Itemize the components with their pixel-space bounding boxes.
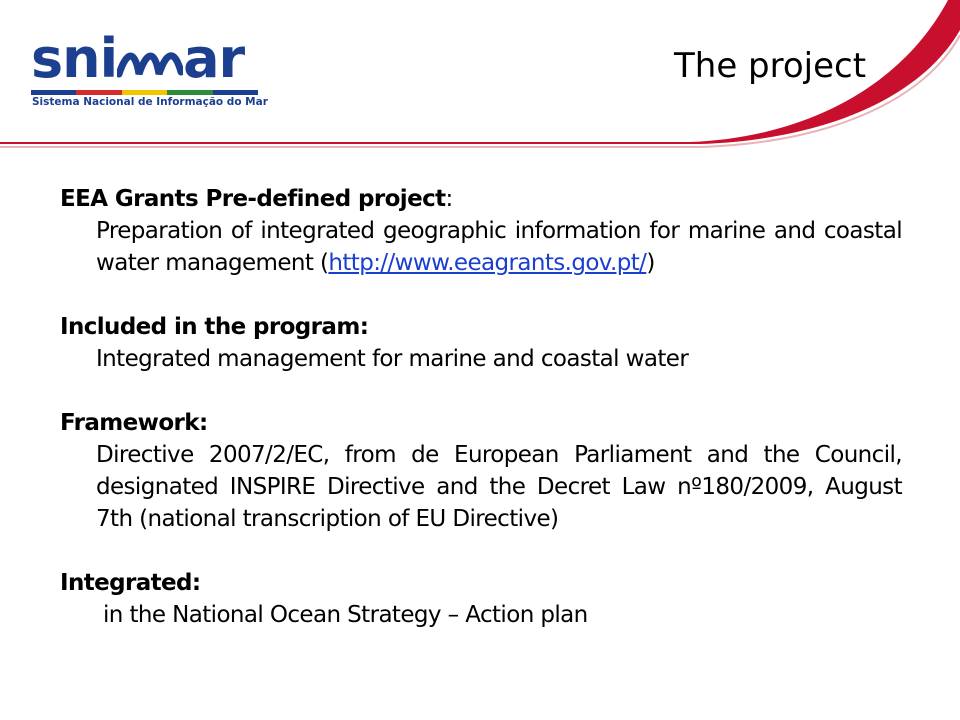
slide-content: [60, 183, 902, 631]
logo-wordmark: [31, 27, 245, 90]
wave-m-icon: [117, 42, 183, 82]
logo-color-rule: [31, 90, 258, 95]
logo-tagline: Sistema Nacional de Informação do Mar: [32, 96, 268, 108]
section-heading-integrated: Integrated:: [60, 570, 201, 596]
section-heading-grants: EEA Grants Pre-defined project:: [60, 186, 453, 212]
section-text-program: Integrated management for marine and coastal water: [96, 346, 689, 372]
snimar-logo: [28, 27, 268, 110]
section-text-framework: Directive 2007/2/EC, from de European Parliament and the Council, designated INSPIRE Directive and the Decret Law nº180/2009, August 7th (national transcription of EU Directive): [96, 442, 902, 532]
slide-title: The project: [674, 46, 867, 86]
logo-wordmark-left: sni: [31, 27, 118, 90]
eeagrants-link[interactable]: http://www.eeagrants.gov.pt/: [328, 250, 647, 276]
section-text-grants: Preparation of integrated geographic information for marine and coastal water management (http://www.eeagrants.gov.pt/): [96, 218, 902, 276]
section-heading-framework: Framework:: [60, 410, 208, 436]
section-heading-program: Included in the program:: [60, 314, 369, 340]
logo-wordmark-right: ar: [183, 27, 245, 90]
section-text-integrated: in the National Ocean Strategy – Action plan: [103, 602, 588, 628]
